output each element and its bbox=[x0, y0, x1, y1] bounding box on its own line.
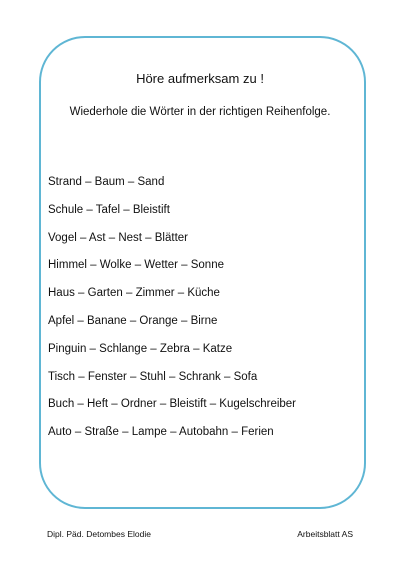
word-row: Himmel – Wolke – Wetter – Sonne bbox=[48, 259, 224, 272]
word-list bbox=[48, 175, 296, 453]
footer-author: Dipl. Päd. Detombes Elodie bbox=[47, 529, 151, 539]
word-row: Pinguin – Schlange – Zebra – Katze bbox=[48, 342, 233, 355]
word-row: Auto – Straße – Lampe – Autobahn – Ferien bbox=[48, 426, 274, 439]
instruction-text: Wiederhole die Wörter in der richtigen Reihenfolge. bbox=[69, 106, 331, 118]
word-row: Vogel – Ast – Nest – Blätter bbox=[48, 231, 188, 244]
word-row: Apfel – Banane – Orange – Birne bbox=[48, 314, 218, 327]
footer-label: Arbeitsblatt AS bbox=[297, 529, 353, 539]
word-row: Schule – Tafel – Bleistift bbox=[48, 203, 170, 216]
word-row: Haus – Garten – Zimmer – Küche bbox=[48, 287, 220, 300]
word-row: Buch – Heft – Ordner – Bleistift – Kugelschreiber bbox=[48, 398, 297, 411]
page-title: Höre aufmerksam zu ! bbox=[136, 71, 264, 86]
word-row: Tisch – Fenster – Stuhl – Schrank – Sofa bbox=[48, 370, 258, 383]
word-row: Strand – Baum – Sand bbox=[48, 176, 165, 188]
